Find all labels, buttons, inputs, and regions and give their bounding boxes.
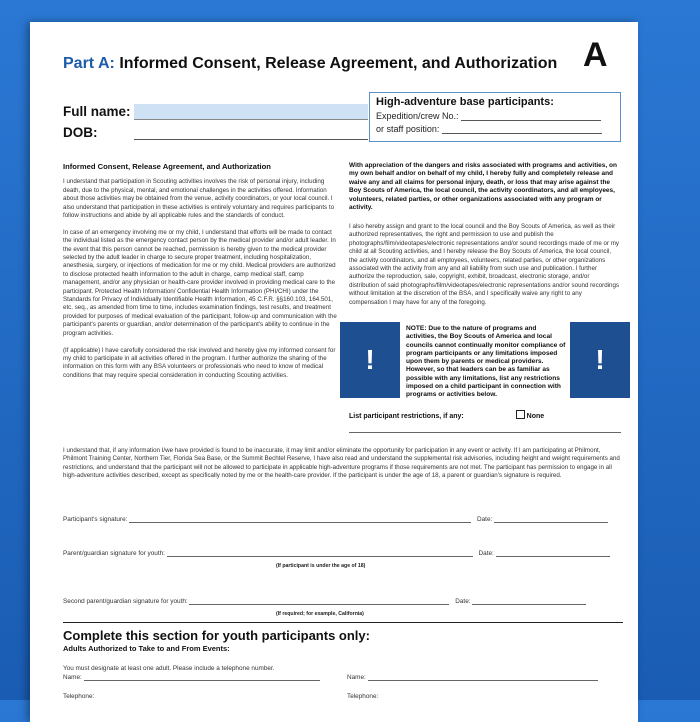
participant-signature-row — [63, 516, 608, 523]
part-label: Part A: — [63, 55, 115, 72]
emergency-paragraph: In case of an emergency involving me or my child, I understand that efforts will be made to contact the individual listed as the emergency contact person by the medical provider and/or adult leader. In the event that this person cannot be reached, permission is hereby given to the medical provider selected by the adult leader in charge to secure proper treatment, including hospitalization, anesthesia, surgery, or injections of medication for me or my child. Medical providers are authorized to disclose protected health information to the adult in charge, camp medical staff, camp management, and/or any physician or health-care provider involved in providing medical care to the participant. Protected Health Information/ Confidential Health Information (PHI/CHI) under the Standards for Privacy of Individually Identifiable Health Information, 45 C.F.R. §§160.103, 164.501, etc. seq., as amended from time to time, includes examination findings, test results, and treatment provided for purposes of medical evaluation of the participant, follow-up and communication with the participant's parents or guardian, and/or determination of the participant's ability to continue in the program activities. — [63, 228, 337, 337]
telephone-label: Telephone: — [347, 693, 379, 700]
none-checkbox[interactable] — [516, 410, 525, 419]
form-page — [30, 22, 638, 722]
name-label: Name: — [63, 674, 82, 681]
expedition-field[interactable] — [461, 120, 601, 121]
designate-instruction: You must designate at least one adult. Please include a telephone number. — [63, 665, 275, 672]
section-heading: Informed Consent, Release Agreement, and Authorization — [63, 162, 271, 171]
youth-section-heading: Complete this section for youth participants only: — [63, 628, 370, 643]
dob-label: DOB: — [63, 125, 98, 140]
high-adventure-box — [369, 92, 621, 142]
second-parent-signature-line[interactable] — [189, 598, 449, 605]
none-label: None — [526, 413, 545, 420]
alert-icon-left: ! — [340, 322, 400, 398]
staff-position-label: or staff position: — [376, 124, 440, 134]
adult-1-name-line[interactable] — [84, 674, 320, 681]
restrictions-line[interactable] — [349, 432, 621, 433]
high-adventure-title: High-adventure base participants: — [376, 96, 554, 108]
date-label: Date: — [478, 550, 494, 557]
dob-field[interactable] — [134, 139, 368, 140]
expedition-label: Expedition/crew No.: — [376, 111, 459, 121]
restrictions-label: List participant restrictions, if any: — [349, 413, 464, 420]
risk-paragraph: I understand that participation in Scouting activities involves the risk of personal injury, including death, due to the physical, mental, and emotional challenges in the activities offered. Information about those activities may be obtained from the venue, activity coordinators, or your local council. I also understand that participation in these activities is entirely voluntary and requires participants to follow instructions and abide by all applicable rules and the standards of conduct. — [63, 178, 335, 220]
second-parent-date-line[interactable] — [472, 598, 586, 605]
youth-section-subheading: Adults Authorized to Take to and From Events: — [63, 644, 230, 653]
adult-2-name-line[interactable] — [368, 674, 598, 681]
parent-signature-label: Parent/guardian signature for youth: — [63, 550, 165, 557]
left-column — [63, 163, 338, 389]
second-parent-note: (If required; for example, California) — [276, 611, 364, 617]
parent-signature-row — [63, 550, 610, 557]
date-label: Date: — [455, 598, 471, 605]
release-paragraph: With appreciation of the dangers and risks associated with programs and activities, on my own behalf and/or on behalf of my child, I hereby fully and completely release and waive any and all claims for personal injury, death, or loss that may arise against the Boy Scouts of America, the local council, the activity coordinators, and all employees, volunteers, related parties, or other organizations associated with any program or activity. — [349, 162, 617, 212]
title-text: Informed Consent, Release Agreement, and Authorization — [119, 55, 558, 72]
parent-signature-line[interactable] — [167, 550, 473, 557]
section-divider — [63, 622, 623, 623]
consent-paragraph: (If applicable) I have carefully considered the risk involved and hereby give my informed consent for my child to participate in all activities offered in the program. I further authorize the sharing of the information on this form with any BSA volunteers or professionals who need to know of medical conditions that may require special consideration in conducting Scouting activities. — [63, 346, 336, 379]
media-paragraph: I also hereby assign and grant to the local council and the Boy Scouts of America, as well as their authorized representatives, the right and permission to use and publish the photographs/film/videotapes/electronic representations and/or sound recordings made of me or my child at all Scouting activities, and I hereby release the Boy Scouts of America, the local council, the activity coordinators, and all employees, volunteers, related parties, or other organizations associated with the activity from any and all liability from such use and publication. I further authorize the reproduction, sale, copyright, exhibit, broadcast, electronic storage, and/or distribution of said photographs/film/videotapes/electronic representations and/or sound recordings without limitation at the discretion of the BSA, and I specifically waive any right to any compensation I may have for any of the foregoing. — [349, 223, 620, 306]
adult-2-name-row — [347, 674, 598, 681]
participant-signature-line[interactable] — [129, 516, 471, 523]
full-name-field[interactable] — [134, 104, 368, 120]
parent-date-line[interactable] — [496, 550, 610, 557]
participant-date-line[interactable] — [494, 516, 608, 523]
note-paragraph: NOTE: Due to the nature of programs and activities, the Boy Scouts of America and local councils cannot continually monitor compliance of program participants or any limitations imposed upon them by parents or medical providers. However, so that leaders can be as familiar as possible with any limitations, list any restrictions imposed on a child participant in connection with programs or activities below. — [406, 325, 566, 399]
telephone-label: Telephone: — [63, 693, 95, 700]
adult-1-telephone-row — [63, 693, 94, 700]
name-label: Name: — [347, 674, 366, 681]
adult-2-telephone-row — [347, 693, 378, 700]
page-title — [63, 55, 557, 73]
date-label: Date: — [477, 516, 493, 523]
participant-signature-label: Participant's signature: — [63, 516, 128, 523]
full-name-label: Full name: — [63, 104, 131, 119]
accuracy-paragraph: I understand that, if any information I/we have provided is found to be inaccurate, it may limit and/or eliminate the opportunity for participation in any event or activity. If I am participating at Philmont, Philmont Training Center, Northern Tier, Florida Sea Base, or the Summit Bechtel Reserve, I have also read and understand the supplemental risk advisories, including height and weight requirements and restrictions, and understand that the participant will not be allowed to participate in applicable high-adventure programs if those requirements are not met. The participant has permission to engage in all high-adventure activities described, except as specifically noted by me or the health-care provider. If the participant is under the age of 18, a parent or guardian's signature is required. — [63, 447, 620, 480]
second-parent-signature-row — [63, 598, 586, 605]
part-letter: A — [583, 36, 608, 74]
second-parent-signature-label: Second parent/guardian signature for youth: — [63, 598, 188, 605]
staff-position-field[interactable] — [442, 133, 602, 134]
alert-icon-right: ! — [570, 322, 630, 398]
adult-1-name-row — [63, 674, 320, 681]
restrictions-row — [349, 410, 544, 420]
parent-note: (If participant is under the age of 18) — [276, 563, 366, 569]
